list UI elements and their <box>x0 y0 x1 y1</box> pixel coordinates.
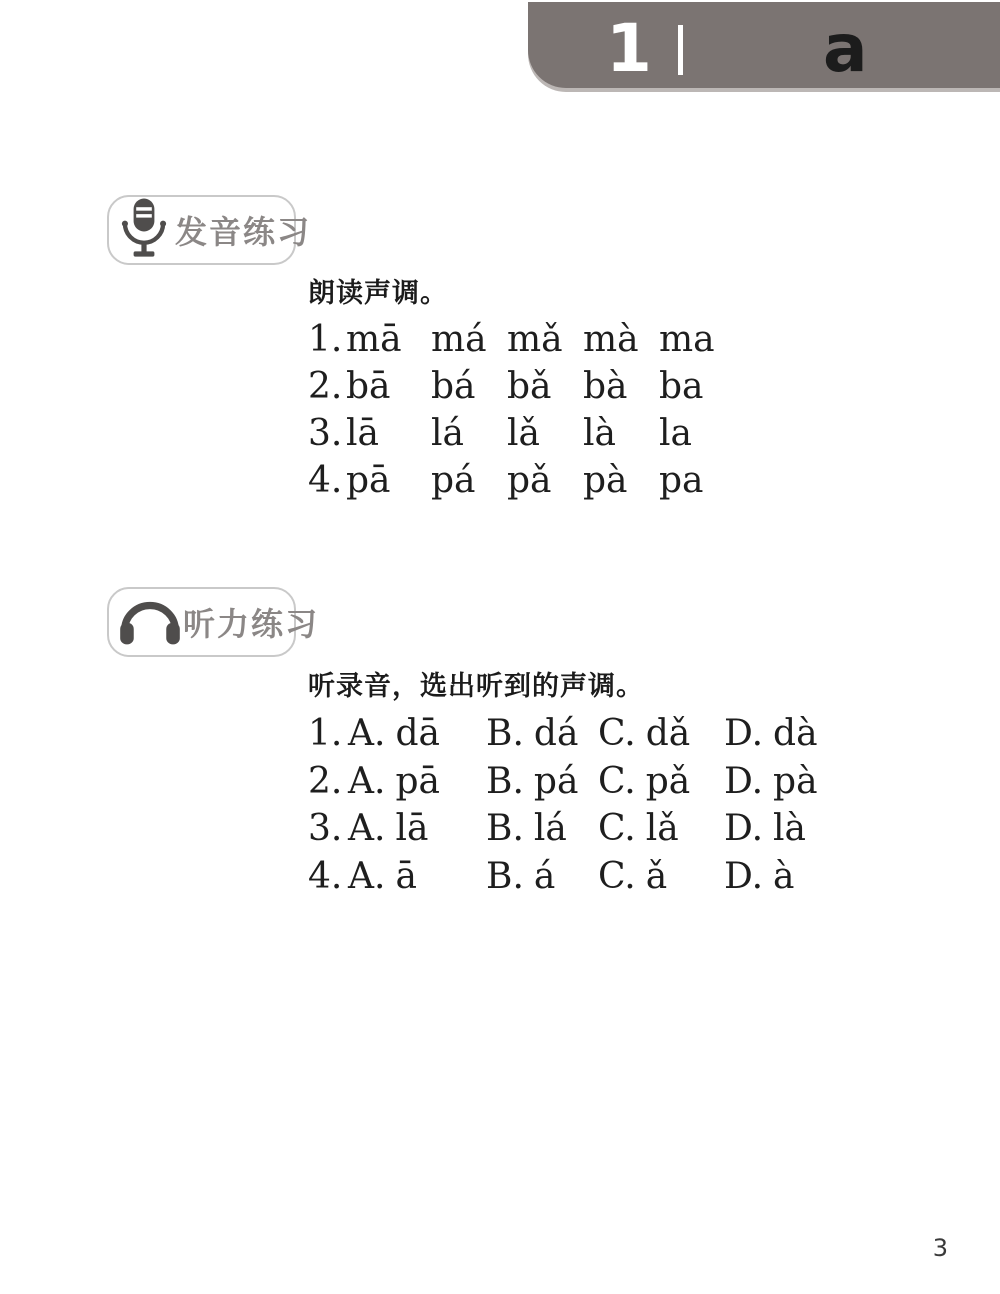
row-number: 2. <box>308 760 343 802</box>
option-letter: C. <box>598 808 636 849</box>
choice-option-c <box>598 758 724 806</box>
page-number: 3 <box>932 1234 948 1262</box>
pinyin-reading-list <box>308 316 715 504</box>
choice-option-d <box>724 710 818 758</box>
listening-instruction: 听录音，选出听到的声调。 <box>308 671 644 702</box>
choice-option-c <box>598 805 724 853</box>
option-letter: D. <box>724 808 764 849</box>
pinyin-row-2 <box>308 363 715 410</box>
pronunciation-practice-label: 发音练习 <box>175 213 312 251</box>
option-syllable: lǎ <box>645 808 679 849</box>
option-letter: A. <box>348 760 386 802</box>
option-letter: B. <box>486 713 524 754</box>
choice-option-a <box>348 853 486 901</box>
option-syllable: á <box>533 855 556 897</box>
choice-option-a <box>348 758 486 806</box>
pinyin-syllable: má <box>431 319 487 360</box>
option-syllable: dá <box>533 713 579 754</box>
choice-row-1 <box>308 710 818 758</box>
unit-number: 1 <box>606 10 652 87</box>
choice-option-c <box>598 710 724 758</box>
pinyin-syllable: bá <box>431 366 476 407</box>
choice-option-b <box>486 758 598 806</box>
pinyin-syllable: bǎ <box>507 366 552 407</box>
option-syllable: pā <box>395 760 440 802</box>
row-number: 4. <box>308 855 343 897</box>
choice-option-d <box>724 758 818 806</box>
choice-option-b <box>486 805 598 853</box>
choice-row-2 <box>308 758 818 806</box>
choice-option-d <box>724 805 818 853</box>
option-syllable: lá <box>533 808 567 849</box>
option-letter: D. <box>724 713 764 754</box>
pinyin-syllable: pa <box>659 460 704 501</box>
choice-option-b <box>486 853 598 901</box>
pinyin-syllable: la <box>659 413 692 454</box>
pronunciation-practice-badge <box>107 195 312 265</box>
pinyin-syllable: ma <box>659 319 715 360</box>
pinyin-syllable: pā <box>346 460 391 501</box>
option-letter: D. <box>724 760 764 802</box>
option-syllable: pà <box>773 760 818 802</box>
pinyin-syllable: mā <box>346 319 402 360</box>
pinyin-syllable: lā <box>346 413 379 454</box>
option-syllable: dà <box>773 713 818 754</box>
unit-letter: a <box>822 10 868 87</box>
option-syllable: dǎ <box>645 713 691 754</box>
row-number: 1. <box>308 319 343 360</box>
banner-divider-bar <box>678 25 683 75</box>
option-letter: A. <box>348 808 386 849</box>
pinyin-syllable: bā <box>346 366 391 407</box>
pinyin-syllable: bà <box>583 366 628 407</box>
pinyin-syllable: pá <box>431 460 476 501</box>
microphone-icon <box>118 197 170 263</box>
option-letter: B. <box>486 855 524 897</box>
pinyin-syllable: là <box>583 413 616 454</box>
option-syllable: lā <box>395 808 429 849</box>
option-syllable: là <box>773 808 807 849</box>
pinyin-syllable: mà <box>583 319 639 360</box>
listening-practice-badge <box>107 587 320 657</box>
option-letter: B. <box>486 808 524 849</box>
option-syllable: ǎ <box>645 855 668 897</box>
choice-option-a <box>348 805 486 853</box>
choice-option-d <box>724 853 818 901</box>
row-number: 3. <box>308 413 343 454</box>
option-syllable: ā <box>395 855 417 897</box>
row-number: 1. <box>308 713 343 754</box>
pinyin-row-3 <box>308 410 715 457</box>
option-letter: B. <box>486 760 524 802</box>
option-letter: C. <box>598 760 636 802</box>
option-letter: C. <box>598 713 636 754</box>
choice-option-a <box>348 710 486 758</box>
pinyin-syllable: mǎ <box>507 319 563 360</box>
pinyin-syllable: pà <box>583 460 628 501</box>
option-letter: A. <box>348 855 386 897</box>
choice-option-c <box>598 853 724 901</box>
option-syllable: à <box>773 855 795 897</box>
option-letter: A. <box>348 713 386 754</box>
headphones-icon <box>118 592 182 652</box>
pinyin-row-4 <box>308 457 715 504</box>
pinyin-syllable: pǎ <box>507 460 552 501</box>
choice-row-4 <box>308 853 818 901</box>
row-number: 4. <box>308 460 343 501</box>
choice-option-b <box>486 710 598 758</box>
pinyin-syllable: lǎ <box>507 413 540 454</box>
option-syllable: pá <box>533 760 579 802</box>
unit-banner <box>528 2 1000 88</box>
option-syllable: dā <box>395 713 440 754</box>
option-letter: C. <box>598 855 636 897</box>
option-syllable: pǎ <box>645 760 691 802</box>
listening-choice-list <box>308 710 818 900</box>
choice-row-3 <box>308 805 818 853</box>
row-number: 3. <box>308 808 343 849</box>
pronunciation-instruction: 朗读声调。 <box>308 278 448 309</box>
listening-practice-label: 听力练习 <box>183 605 320 643</box>
option-letter: D. <box>724 855 764 897</box>
row-number: 2. <box>308 366 343 407</box>
pinyin-row-1 <box>308 316 715 363</box>
pinyin-syllable: lá <box>431 413 464 454</box>
pinyin-syllable: ba <box>659 366 704 407</box>
